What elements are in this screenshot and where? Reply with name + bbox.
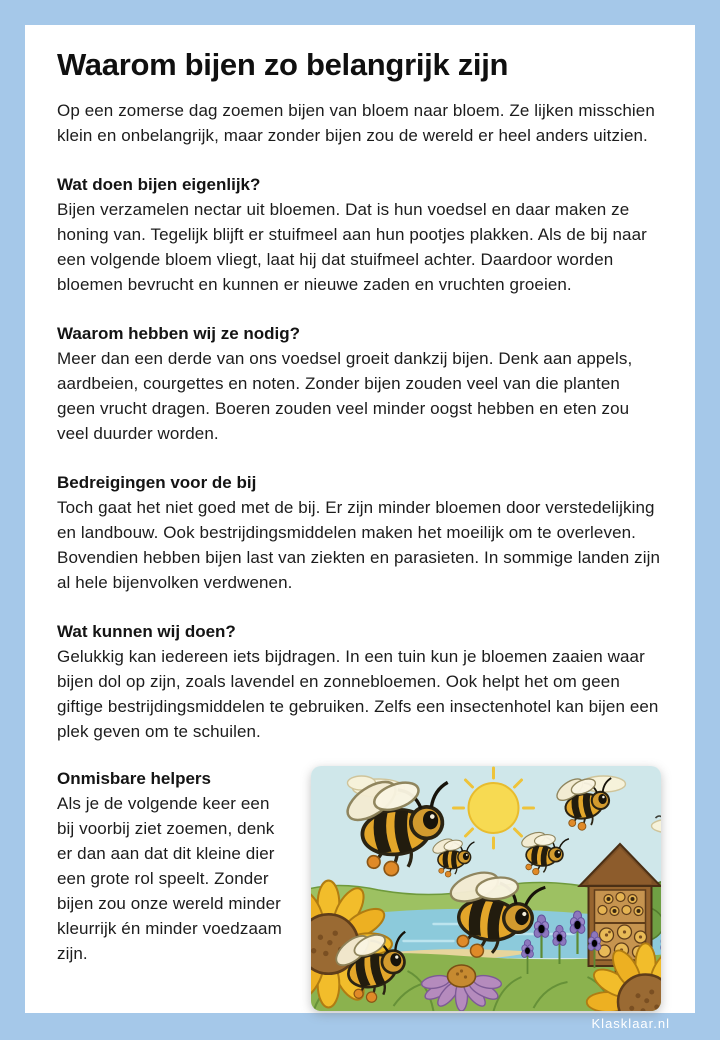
section-threats bbox=[57, 470, 661, 595]
document-page bbox=[25, 25, 695, 1013]
section-why-we-need-them bbox=[57, 321, 661, 446]
section-body: Als je de volgende keer een bij voorbij ziet zoemen, denk er dan aan dat dit kleine dier een grote rol speelt. Zonder bijen zou onze wereld minder kleurrijk én minder voedzaam zijn. bbox=[57, 794, 282, 963]
section-body: Bijen verzamelen nectar uit bloemen. Dat is hun voedsel en daar maken ze honing van. Tegelijk blijft er stuifmeel aan hun pootjes plakken. Als de bij naar een volgende bloem vliegt, laat hij dat stuifmeel achter. Daardoor worden bloemen bevrucht en kunnen er nieuwe zaden en vruchten groeien. bbox=[57, 200, 647, 294]
section-closing bbox=[57, 766, 661, 1011]
section-body: Gelukkig kan iedereen iets bijdragen. In een tuin kun je bloemen zaaien waar bijen dol op zijn, zoals lavendel en zonnebloemen. Ook helpt het om geen giftige bestrijdingsmiddelen te gebruiken. Zelfs een insectenhotel kan bijen een plek geven om te schuilen. bbox=[57, 647, 659, 741]
intro-paragraph: Op een zomerse dag zoemen bijen van bloem naar bloem. Ze lijken misschien klein en onbelangrijk, maar zonder bijen zou de wereld er heel anders uitzien. bbox=[57, 101, 655, 145]
bee-scene-svg bbox=[311, 766, 661, 1011]
section-what-bees-do bbox=[57, 172, 661, 297]
closing-text-column bbox=[57, 766, 289, 966]
section-heading: Onmisbare helpers bbox=[57, 769, 212, 788]
watermark: Klasklaar.nl bbox=[591, 1016, 670, 1031]
section-body: Meer dan een derde van ons voedsel groeit dankzij bijen. Denk aan appels, aardbeien, courgettes en noten. Zonder bijen zouden veel van die planten geen vrucht dragen. Boeren zouden veel minder oogst hebben en eten zou veel duurder worden. bbox=[57, 349, 633, 443]
section-what-we-can-do bbox=[57, 619, 661, 744]
section-body: Toch gaat het niet goed met de bij. Er zijn minder bloemen door verstedelijking en landbouw. Ook bestrijdingsmiddelen maken het moeilijk om te overleven. Bovendien hebben bijen last van ziekten en parasieten. In sommige landen zijn al hele bijenvolken verdwenen. bbox=[57, 498, 661, 592]
section-heading: Wat doen bijen eigenlijk? bbox=[57, 175, 261, 194]
page-title: Waarom bijen zo belangrijk zijn bbox=[57, 47, 509, 82]
section-heading: Wat kunnen wij doen? bbox=[57, 622, 236, 641]
bee-illustration bbox=[311, 766, 661, 1011]
section-heading: Waarom hebben wij ze nodig? bbox=[57, 324, 301, 343]
section-heading: Bedreigingen voor de bij bbox=[57, 473, 257, 492]
